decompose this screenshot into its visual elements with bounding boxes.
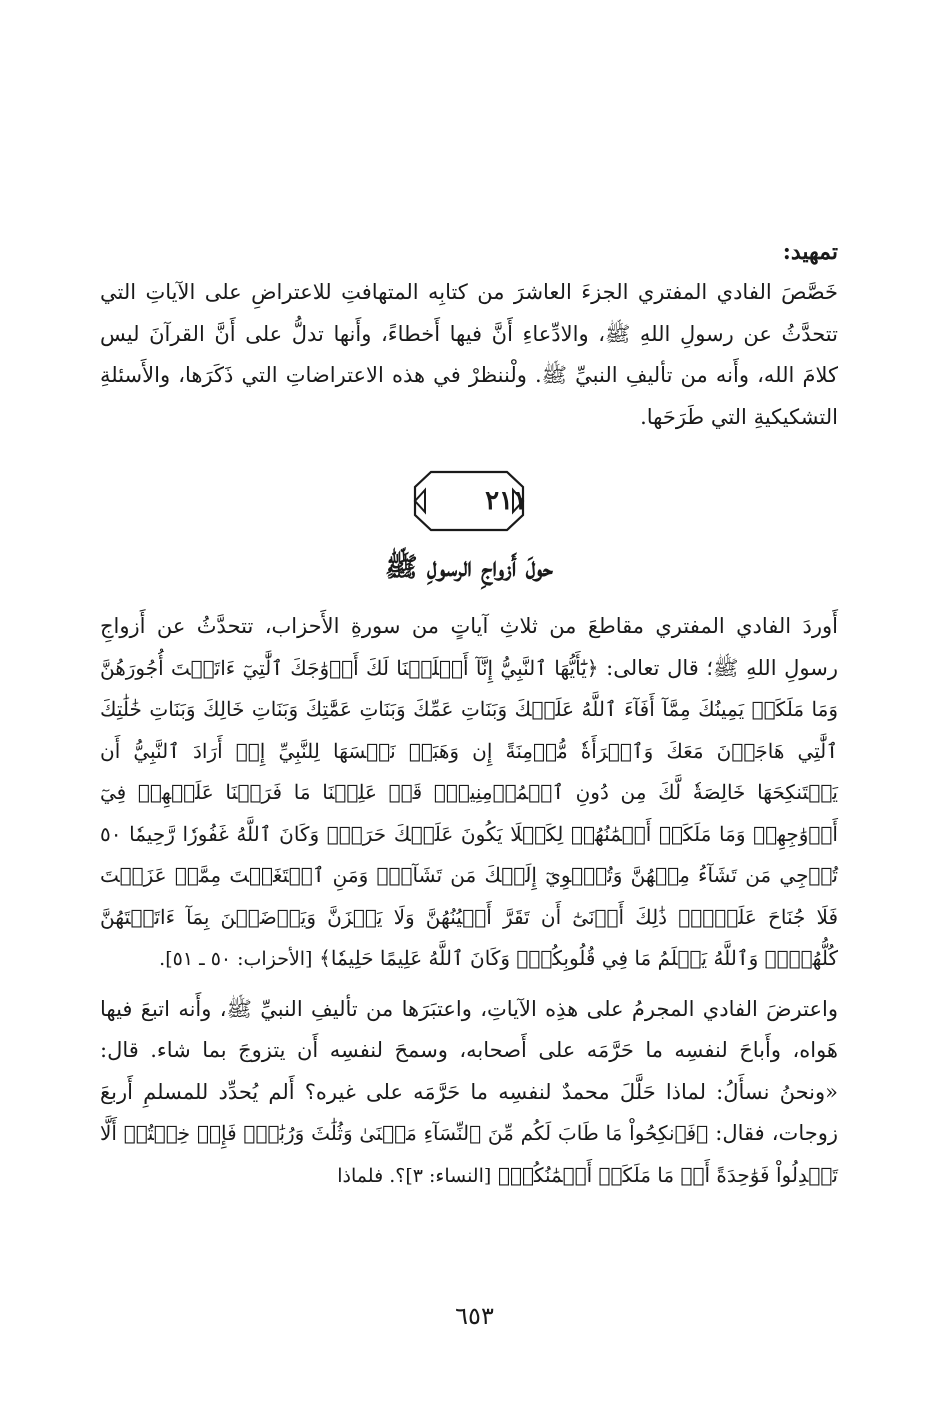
paragraph-1-text: أَوردَ الفادي المفتري مقاطعَ من ثلاثِ آياتٍ من سورةِ الأَحزاب، تتحدَّثُ عن أَزواجِ رسولِ اللهِ ﷺ؛ قال تعالى:	[100, 614, 838, 680]
quran-verse-nisa: ﴿فَٱنكِحُواْ مَا طَابَ لَكُم مِّنَ ٱلنِّسَآءِ مَثۡنَىٰ وَثُلَٰثَ وَرُبَٰعَۖ فَإِنۡ خِفۡتُمۡ أَلَّا تَعۡدِلُواْ فَوَٰحِدَةً أَوۡ مَا مَلَكَتۡ أَيۡمَٰنُكُمۡ﴾	[100, 1121, 838, 1187]
section-number: ٢١١	[485, 486, 527, 516]
body-paragraph-1	[100, 606, 838, 981]
quran-verse-ahzab: ﴿يَٰٓأَيُّهَا ٱلنَّبِيُّ إِنَّآ أَحۡلَلۡنَا لَكَ أَزۡوَٰجَكَ ٱلَّٰتِيٓ ءَاتَيۡتَ أُجُورَهُنَّ وَمَا مَلَكَتۡ يَمِينُكَ مِمَّآ أَفَآءَ ٱللَّهُ عَلَيۡكَ وَبَنَاتِ عَمِّكَ وَبَنَاتِ عَمَّٰتِكَ وَبَنَاتِ خَالِكَ وَبَنَاتِ خَٰلَٰتِكَ ٱلَّٰتِي هَاجَرۡنَ مَعَكَ وَٱمۡرَأَةٗ مُّؤۡمِنَةً إِن وَهَبَتۡ نَفۡسَهَا لِلنَّبِيِّ إِنۡ أَرَادَ ٱلنَّبِيُّ أَن يَسۡتَنكِحَهَا خَالِصَةٗ لَّكَ مِن دُونِ ٱلۡمُؤۡمِنِينَۗ قَدۡ عَلِمۡنَا مَا فَرَضۡنَا عَلَيۡهِمۡ فِيٓ أَزۡوَٰجِهِمۡ وَمَا مَلَكَتۡ أَيۡمَٰنُهُمۡ لِكَيۡلَا يَكُونَ عَلَيۡكَ حَرَجٞۗ وَكَانَ ٱللَّهُ غَفُورٗا رَّحِيمٗا ٥٠ تُرۡجِي مَن تَشَآءُ مِنۡهُنَّ وَتُـٔۡوِيٓ إِلَيۡكَ مَن تَشَآءُۖ وَمَنِ ٱبۡتَغَيۡتَ مِمَّنۡ عَزَلۡتَ فَلَا جُنَاحَ عَلَيۡكَۚ ذَٰلِكَ أَدۡنَىٰٓ أَن تَقَرَّ أَعۡيُنُهُنَّ وَلَا يَحۡزَنَّ وَيَرۡضَيۡنَ بِمَآ ءَاتَيۡتَهُنَّ كُلُّهُنَّۚ وَٱللَّهُ يَعۡلَمُ مَا فِي قُلُوبِكُمۡۚ وَكَانَ ٱللَّهُ عَلِيمًا حَلِيمٗا﴾	[100, 655, 838, 970]
verse-citation-ahzab: [الأحزاب: ٥٠ ـ ٥١].	[159, 948, 313, 970]
body-paragraph-2	[100, 989, 838, 1198]
section-number-badge	[411, 468, 527, 534]
paragraph-2-text: واعترضَ الفادي المجرمُ على هذِه الآياتِ، واعتبَرَها من تأليفِ النبيِّ ﷺ، وأَنه اتبعَ فيها هَواه، وأَباحَ لنفسِه ما حَرَّمَه على أَصحابه، وسمحَ لنفسِه أَن يتزوجَ بما شاء. قال: «ونحنُ نسأَلُ: لماذا حَلَّلَ محمدٌ لنفسِه ما حَرَّمَه على غيره؟ أَلم يُحدِّد للمسلمِ أَربعَ زوجات، فقال:	[100, 996, 838, 1145]
page-number: ٦٥٣	[455, 1302, 494, 1330]
intro-heading: تمهيد:	[782, 239, 838, 265]
verse-citation-nisa: [النساء: ٣]؟. فلماذا	[337, 1164, 492, 1187]
page-content	[100, 232, 838, 1197]
intro-paragraph: خَصَّصَ الفادي المفتري الجزءَ العاشرَ من كتابِه المتهافتِ للاعتراضِ على الآياتِ التي تتحدَّثُ عن رسولِ اللهِ ﷺ، والادِّعاءِ أَنَّ فيها أَخطاءً، وأَنها تدلُّ على أَنَّ القرآنَ ليس كلامَ الله، وأَنه من تأليفِ النبيِّ ﷺ. ولْننظرْ في هذه الاعتراضاتِ التي ذَكَرَها، والأَسئلةِ التشكيكيةِ التي طَرَحَها.	[100, 280, 838, 429]
section-title: حولَ أَزواجِ الرسولِ ﷺ	[384, 552, 554, 583]
